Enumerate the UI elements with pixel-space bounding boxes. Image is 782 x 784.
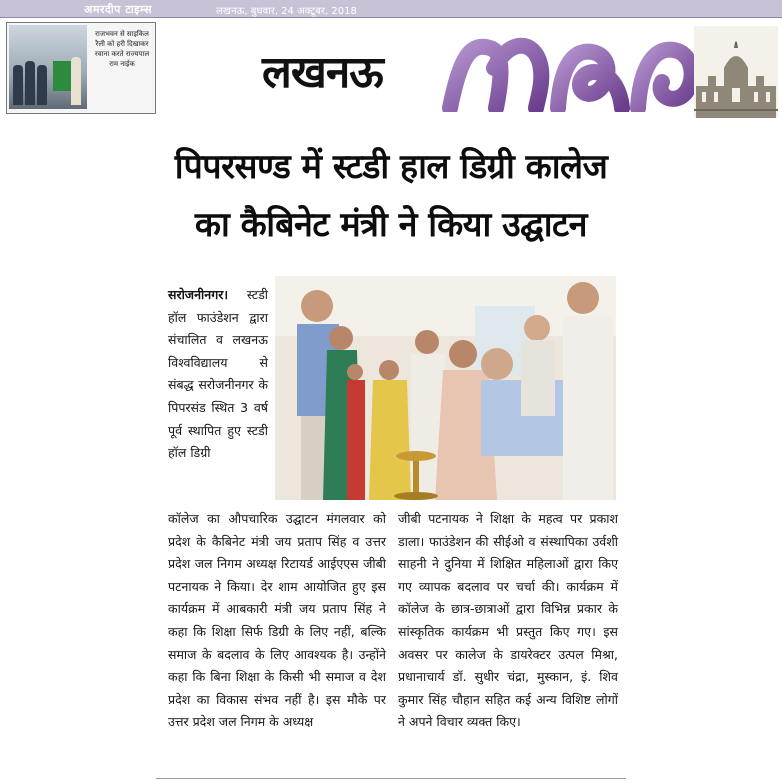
skyline-illustration-icon [694, 26, 778, 118]
teaser-box[interactable] [6, 22, 156, 114]
bottom-divider [156, 778, 626, 779]
event-photo [275, 276, 616, 500]
headline-line-2: का कैबिनेट मंत्री ने किया उद्घाटन [194, 205, 588, 245]
article-column-left: कॉलेज का औपचारिक उद्घाटन मंगलवार को प्रदेश के कैबिनेट मंत्री जय प्रताप सिंह व उत्तर प्रदेश जल निगम अध्यक्ष रिटायर्ड आईएएस जीबी पटनायक ने किया। देर शाम आयोजित हुए इस कार्यक्रम में आबकारी मंत्री जय प्रताप सिंह ने कहा कि शिक्षा सिर्फ डिग्री के लिए नहीं, बल्कि समाज के बदलाव के लिए आवश्यक है। उन्होंने कहा कि बिना शिक्षा के किसी भी समाज व देश प्रदेश का विकास संभव नहीं है। इस मौके पर उत्तर प्रदेश जल निगम के अध्यक्ष [168, 511, 386, 730]
article-dateline: सरोजनीनगर। [168, 287, 229, 302]
supplement-logo [430, 28, 710, 112]
article-column-right: जीबी पटनायक ने शिक्षा के महत्व पर प्रकाश डाला। फाउंडेशन की सीईओ व संस्थापिका उर्वशी साहनी ने दुनिया में शिक्षित महिलाओं द्वारा किए गए व्यापक बदलाव पर चर्चा की। कार्यक्रम में कॉलेज के छात्र-छात्राओं द्वारा विभिन्न प्रकार के सांस्कृतिक कार्यक्रम भी प्रस्तुत किए गए। इस अवसर पर कालेज के डायरेक्टर उत्पल मिश्रा, प्रधानाचार्य डॉ. सुधीर चंद्रा, मुस्कान, इं. शिव कुमार सिंह चौहान सहित कई अन्य विशिष्ट लोगों ने अपने विचार व्यक्त किए। [398, 511, 618, 730]
teaser-caption: राजभवन से साइकिल रैली को हरी दिखाकर रवाना करते राज्यपाल राम नाईक [94, 30, 150, 68]
newspaper-name: अमरदीप टाइम्स [84, 3, 153, 16]
section-header [0, 18, 782, 124]
teaser-photo [9, 25, 87, 109]
issue-date: लखनऊ, बुधवार, 24 अक्टूबर, 2018 [216, 6, 357, 17]
masthead-strip [0, 0, 782, 18]
article-para-narrow: स्टडी हॉल फाउंडेशन द्वारा संचालित व लखनऊ विश्वविद्यालय से संबद्ध सरोजनीनगर के पिपरसंड स्थित 3 वर्ष पूर्व स्थापित हुए स्टडी हॉल डिग्री [168, 287, 268, 461]
section-city-title: लखनऊ [262, 47, 383, 98]
article-headline [0, 138, 782, 254]
article-column-narrow [168, 284, 268, 465]
headline-line-1: पिपरसण्ड में स्टडी हाल डिग्री कालेज [174, 147, 608, 187]
supplement-name: माया [569, 88, 571, 89]
